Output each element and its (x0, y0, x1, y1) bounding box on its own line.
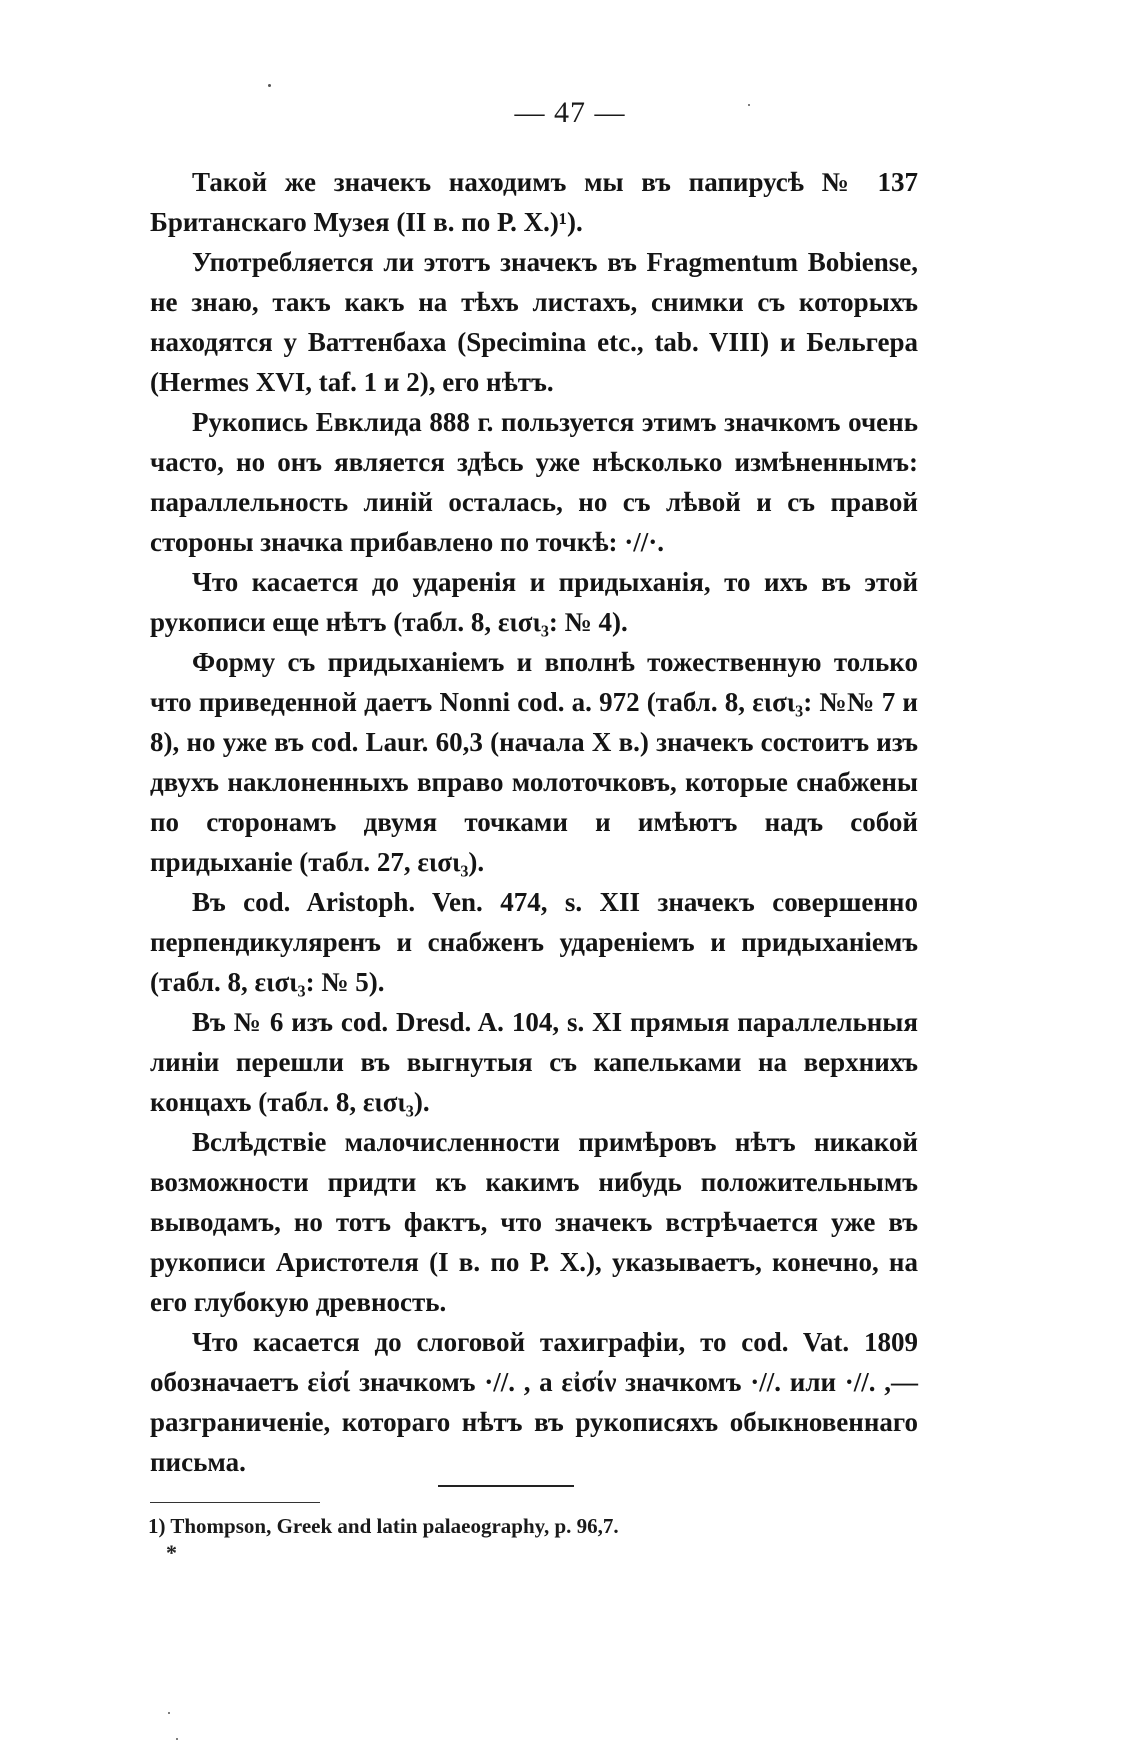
paragraph: Въ № 6 изъ cod. Dresd. A. 104, s. XI прямыя параллельныя линіи перешли въ выгнутыя съ капельками на верхнихъ концахъ (табл. 8, εισι₃). (150, 1007, 918, 1117)
footnote: 1) Thompson, Greek and latin palaeography, p. 96,7. (148, 1514, 619, 1538)
print-speck (168, 1712, 170, 1714)
footnote-rule (150, 1502, 320, 1503)
paragraph: Такой же значекъ находимъ мы въ папирусѣ № 137 Британскаго Музея (II в. по Р. Х.)¹). (150, 167, 918, 237)
paragraph: Форму съ придыханіемъ и вполнѣ тожественную только что приведенной даетъ Nonni cod. a. 972 (табл. 8, εισι₃: №№ 7 и 8), но уже въ cod. Laur. 60,3 (начала X в.) значекъ состоитъ изъ двухъ наклоненныхъ вправо молоточковъ, которые снабжены по сторонамъ двумя точками и имѣютъ надъ собой придыханіе (табл. 27, εισι₃). (150, 647, 918, 877)
print-speck (748, 104, 750, 106)
print-speck (268, 84, 271, 87)
paragraph: Рукопись Евклида 888 г. пользуется этимъ значкомъ очень часто, но онъ является здѣсь уже нѣсколько измѣненнымъ: параллельность линій осталась, но съ лѣвой и съ правой стороны значка прибавлено по точкѣ: ·//·. (150, 407, 918, 557)
page-number: — 47 — (514, 96, 626, 129)
paragraph: Употребляется ли этотъ значекъ въ Fragmentum Bobiense, не знаю, такъ какъ на тѣхъ листахъ, снимки съ которыхъ находятся у Ваттенбаха (Specimina etc., tab. VIII) и Бельгера (Hermes XVI, taf. 1 и 2), его нѣтъ. (150, 247, 918, 397)
paragraph: Что касается до слоговой тахиграфіи, то cod. Vat. 1809 обозначаетъ εἰσί значкомъ ·//. , а εἰσίν значкомъ ·//. или ·//. ,—разграниченіе, котораго нѣтъ въ рукописяхъ обыкновеннаго письма. (150, 1327, 918, 1477)
footnote-mark: * (166, 1540, 177, 1565)
print-speck (176, 1738, 178, 1740)
section-divider (438, 1485, 574, 1487)
paragraph: Что касается до ударенія и придыханія, то ихъ въ этой рукописи еще нѣтъ (табл. 8, εισι₃: № 4). (150, 567, 918, 637)
paragraph: Вслѣдствіе малочисленности примѣровъ нѣтъ никакой возможности придти къ какимъ нибудь положительнымъ выводамъ, но тотъ фактъ, что значекъ встрѣчается уже въ рукописи Аристотеля (I в. по Р. Х.), указываетъ, конечно, на его глубокую древность. (150, 1127, 918, 1317)
paragraph: Въ cod. Aristoph. Ven. 474, s. XII значекъ совершенно перпендикуляренъ и снабженъ удареніемъ и придыханіемъ (табл. 8, εισι₃: № 5). (150, 887, 918, 997)
body-text (150, 162, 918, 1482)
